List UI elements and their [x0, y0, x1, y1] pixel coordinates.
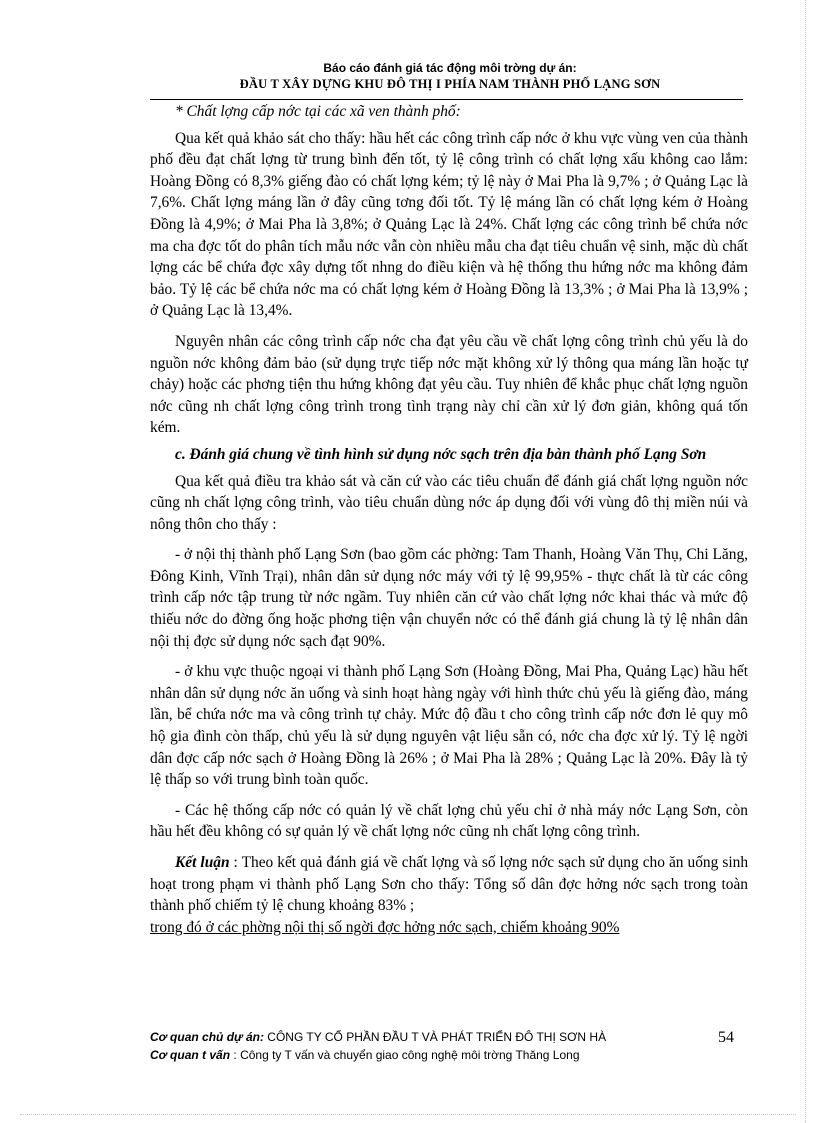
paragraph: Qua kết quả điều tra khảo sát và căn cứ vào các tiêu chuẩn để đánh giá chất lợng nguồn nớc cũng nh chất lợng công trình, vào tiêu chuẩn dùng nớc áp dụng đối với vùng đô thị miền núi và nông thôn cho thấy :	[150, 472, 748, 533]
footer-consultant-row	[150, 1046, 750, 1064]
consultant-value: : Công ty T vấn và chuyển giao công nghệ môi trờng Thăng Long	[230, 1048, 580, 1062]
paragraph: Nguyên nhân các công trình cấp nớc cha đạt yêu cầu về chất lợng công trình chủ yếu là do nguồn nớc không đảm bảo (sử dụng trực tiếp nớc mặt không xử lý thông qua máng lần hoặc tự chảy) hoặc các phơng tiện thu hứng không đạt yêu cầu. Tuy nhiên để khắc phục chất lợng nguồn nớc cũng nh chất lợng công trình trong tình trạng này chỉ cần xử lý đơn giản, không quá tốn kém.	[150, 332, 748, 437]
conclusion-label: Kết luận	[175, 854, 230, 871]
page-number: 54	[718, 1029, 734, 1046]
paragraph: Qua kết quả khảo sát cho thấy: hầu hết các công trình cấp nớc ở khu vực vùng ven của thành phố đều đạt chất lợng từ trung bình đến tốt, tỷ lệ công trình có chất lợng xấu không cao lắm: Hoàng Đồng có 8,3% giếng đào có chất lợng kém; tỷ lệ này ở Mai Pha là 9,7% ; ở Quảng Lạc là 7,6%. Chất lợng máng lần ở đây cũng tơng đối tốt. Tỷ lệ máng lần có chất lợng kém ở Hoàng Đồng là 4,9%; ở Mai Pha là 3,8%; ở Quảng Lạc là 24%. Chất lợng các công trình bể chứa nớc ma cha đợc tốt do phân tích mẫu nớc vẫn còn nhiều mẫu cha đạt tiêu chuẩn vệ sinh, mặc dù chất lợng các bể chứa đợc xây dựng tốt nhng do điều kiện và hệ thống thu hứng nớc ma không đảm bảo. Tỷ lệ các bể chứa nớc ma có chất lợng kém ở Hoàng Đồng là 13,3% ; ở Mai Pha là 13,9% ; ở Quảng Lạc là 13,4%.	[150, 129, 748, 320]
section-heading: c. Đánh giá chung về tình hình sử dụng nớc sạch trên địa bàn thành phố Lạng Sơn	[175, 445, 707, 463]
section-subheading: * Chất lợng cấp nớc tại các xã ven thành phố:	[175, 103, 461, 120]
paragraph: - Các hệ thống cấp nớc có quản lý về chất lợng chủ yếu chỉ ở nhà máy nớc Lạng Sơn, còn hầu hết đều không có sự quản lý về chất lợng nớc cũng nh chất lợng công trình.	[150, 801, 748, 841]
paragraph: - ở nội thị thành phố Lạng Sơn (bao gồm các phờng: Tam Thanh, Hoàng Văn Thụ, Chi Lăng, Đông Kinh, Vĩnh Trại), nhân dân sử dụng nớc máy với tỷ lệ 99,95% - thực chất là từ các công trình cấp nớc tập trung từ nớc ngầm. Tuy nhiên căn cứ vào chất lợng nớc khai thác và mức độ thiếu nớc do đờng ống hoặc phơng tiện vận chuyển nớc có thể đánh giá chung là tỷ lệ nhân dân nội thị đợc sử dụng nớc sạch đạt 90%.	[150, 546, 748, 650]
conclusion-paragraph	[150, 852, 748, 917]
conclusion-last-line: trong đó ở các phờng nội thị số ngời đợc hởng nớc sạch, chiếm khoảng 90%	[150, 918, 620, 936]
consultant-label: Cơ quan t vấn	[150, 1048, 231, 1062]
page-border-bottom	[20, 1114, 796, 1115]
project-title: ĐẦU T XÂY DỰNG KHU ĐÔ THỊ I PHÍA NAM THÀNH PHỐ LẠNG SƠN	[239, 77, 661, 91]
conclusion-text: : Theo kết quả đánh giá về chất lợng và số lợng nớc sạch sử dụng cho ăn uống sinh hoạt trong phạm vi thành phố Lạng Sơn cho thấy: Tổng số dân đợc hởng nớc sạch trong toàn thành phố chiếm tỷ lệ chung khoảng 83% ;	[150, 854, 749, 915]
page-footer	[150, 1028, 750, 1064]
page-border-right	[805, 0, 806, 1123]
paragraph: - ở khu vực thuộc ngoại vi thành phố Lạng Sơn (Hoàng Đồng, Mai Pha, Quảng Lạc) hầu hết nhân dân sử dụng nớc ăn uống và sinh hoạt hàng ngày với hình thức chủ yếu là giếng đào, máng lần, bể chứa nớc ma và công trình tự chảy. Mức độ đầu t cho công trình cấp nớc đơn lẻ quy mô hộ gia đình còn thấp, chủ yếu là sử dụng nguyên vật liệu sẵn có, nớc cha đợc xử lý. Tỷ lệ ngời dân đợc cấp nớc sạch ở Hoàng Đồng là 26% ; ở Mai Pha là 28% ; Quảng Lạc là 20%. Đây là tỷ lệ thấp so với trung bình toàn quốc.	[150, 663, 748, 789]
page-header	[170, 60, 730, 92]
body-text	[150, 101, 748, 938]
header-divider	[150, 99, 743, 100]
owner-value: CÔNG TY CỔ PHẦN ĐẦU T VÀ PHÁT TRIỂN ĐÔ THỊ SƠN HÀ	[263, 1030, 607, 1044]
report-title: Báo cáo đánh giá tác động môi trờng dự án:	[323, 61, 577, 75]
owner-label: Cơ quan chủ dự án:	[150, 1030, 264, 1044]
footer-owner-row	[150, 1028, 750, 1046]
